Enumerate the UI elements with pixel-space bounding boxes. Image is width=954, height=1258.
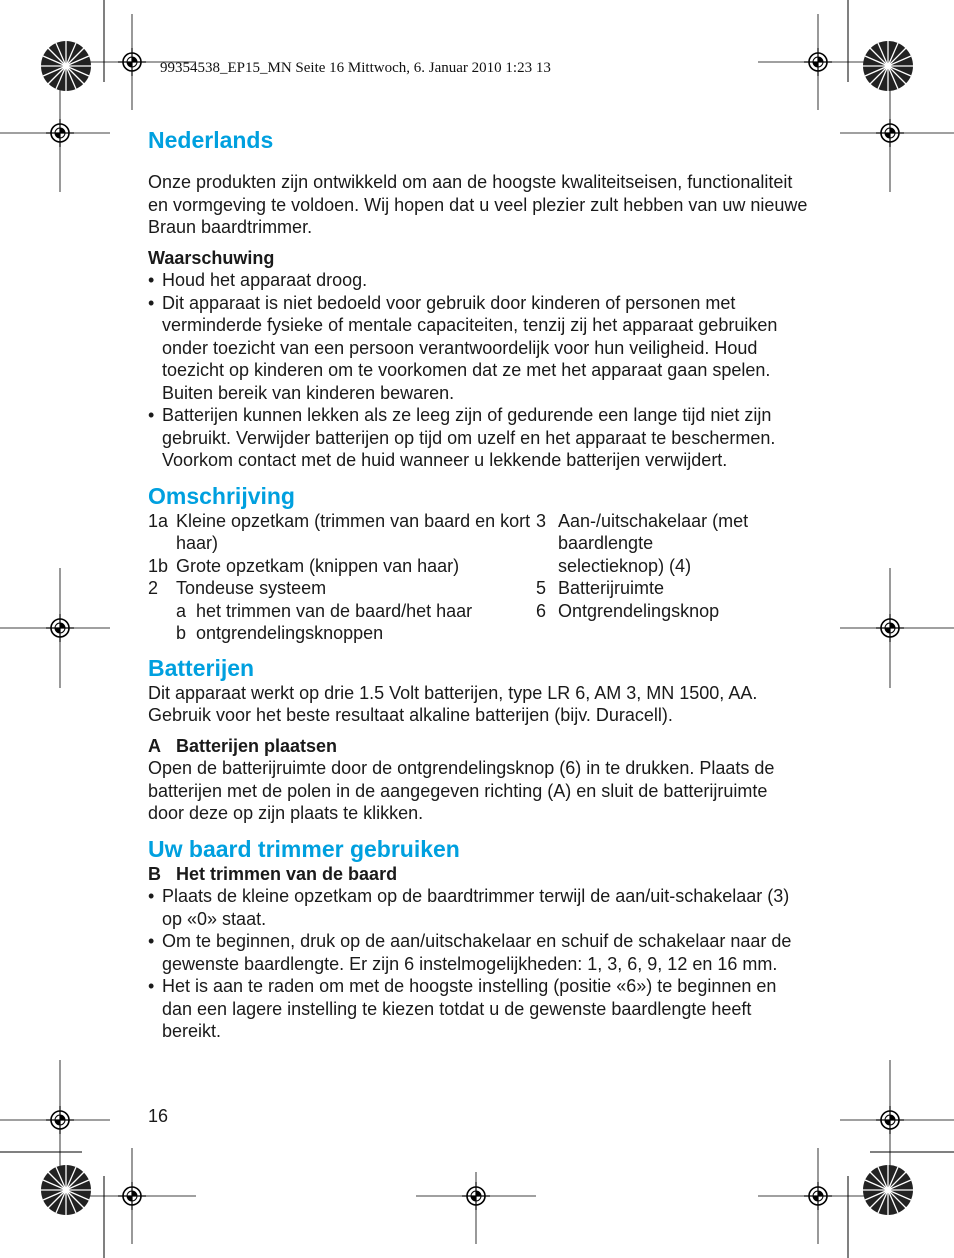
list-item: 2 Tondeuse systeem [148,578,327,598]
warning-list [148,269,808,472]
list-item: • Houd het apparaat droog. [148,269,808,292]
subheading-trimmen: B Het trimmen van de baard [148,863,398,884]
description-right-column [536,510,756,645]
list-item: 1b Grote opzetkam (knippen van haar) [148,555,460,576]
section-title-omschrijving: Omschrijving [148,482,295,509]
page-content [148,126,808,1043]
list-item: • Dit apparaat is niet bedoeld voor gebruik door kinderen of personen met verminderde fysieke of mentale capaciteiten, tenzij zij het apparaat gebruiken onder toezicht van een persoon verantwoordelijk voor hun veiligheid. Houd toezicht op kinderen om te voorkomen dat ze met het apparaat gaan spelen. Buiten bereik van kinderen bewaren. [148,292,808,405]
page-number: 16 [148,1106,169,1126]
description-left-column [148,510,536,645]
list-item: • Batterijen kunnen lekken als ze leeg zijn of gedurende een lange tijd niet zijn gebruikt. Verwijder batterijen op tijd om uzelf en het apparaat te beschermen. Voorkom contact met de huid wanneer u lekkende batterijen verwijdert. [148,404,808,472]
section-title-nederlands: Nederlands [148,127,274,153]
list-item: 6 Ontgrendelingsknop [536,600,720,621]
usage-list [148,885,808,1043]
description-columns [148,510,808,645]
batterijen-text: Open de batterijruimte door de ontgrendelingsknop (6) in te drukken. Plaats de batterijen met de polen in de aangegeven richting (A) en sluit de batterijruimte door deze op zijn plaats te klikken. [148,758,775,823]
section-title-batterijen: Batterijen [148,654,255,681]
list-item: b ontgrendelingsknoppen [176,623,384,643]
subheading-batterijen-plaatsen: A Batterijen plaatsen [148,735,338,756]
warning-heading: Waarschuwing [148,247,275,268]
list-item: • Het is aan te raden om met de hoogste instelling (positie «6») te beginnen en dan een lagere instelling te kiezen totdat u de gewenste baardlengte heeft bereikt. [148,975,808,1043]
list-item: 5 Batterijruimte [536,578,665,598]
batterijen-intro: Dit apparaat werkt op drie 1.5 Volt batterijen, type LR 6, AM 3, MN 1500, AA. Gebruik voor het beste resultaat alkaline batterijen (bijv. Duracell). [148,682,758,725]
list-item: a het trimmen van de baard/het haar [176,600,473,621]
intro-paragraph: Onze produkten zijn ontwikkeld om aan de hoogste kwaliteitseisen, functionaliteit en vormgeving te voldoen. Wij hopen dat u veel plezier zult hebben van uw nieuwe Braun baardtrimmer. [148,172,808,237]
list-item: • Om te beginnen, druk op de aan/uitschakelaar en schuif de schakelaar naar de gewenste baardlengte. Er zijn 6 instelmogelijkheden: 1, 3, 6, 9, 12 en 16 mm. [148,930,808,975]
list-item: 3 Aan-/uitschakelaar (met baardlengte selectieknop) (4) [536,510,749,576]
print-slug: 99354538_EP15_MN Seite 16 Mittwoch, 6. Januar 2010 1:23 13 [160,60,551,76]
list-item: • Plaats de kleine opzetkam op de baardtrimmer terwijl de aan/uit-schakelaar (3) op «0» staat. [148,885,808,930]
section-title-gebruiken: Uw baard trimmer gebruiken [148,835,460,862]
list-item: 1a Kleine opzetkam (trimmen van baard en kort haar) [148,510,531,553]
